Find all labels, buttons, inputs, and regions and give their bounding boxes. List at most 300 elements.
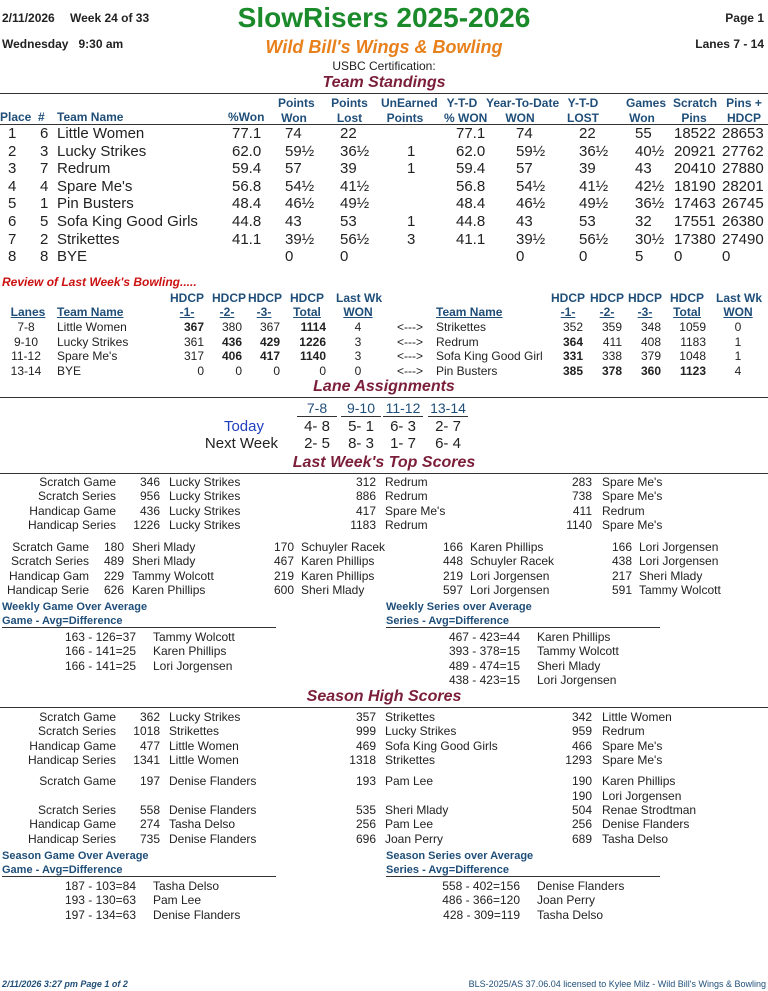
score-team: Spare Me's [385,503,446,518]
standings-cell: 59½ [285,142,315,160]
versus-arrow: <---> [397,334,424,349]
standings-cell: 39½ [516,230,546,248]
review-lanes: 9-10 [13,334,39,349]
review-game3: 0 [273,363,280,378]
score-team: Spare Me's [602,738,663,753]
score-team: Little Women [169,738,239,753]
standings-cell: 3 [8,160,17,178]
team-name: Spare Me's [57,177,133,195]
season-game-over-sub: Game - Avg=Difference [2,864,276,877]
standings-cell: 36½ [635,195,665,213]
venue-name: Wild Bill's Wings & Bowling [265,37,503,57]
divider [0,93,768,94]
score-value: 504 [571,803,592,817]
next-matchup: 6- 4 [435,435,461,452]
standings-header: Scratch Pins [673,96,718,125]
review-game2b: 338 [601,349,622,363]
review-team: Spare Me's [57,349,118,363]
bowler-name: Renae Strodtman [602,803,697,817]
bowler-name: Lori Jorgensen [602,789,682,803]
standings-cell: 28201 [722,177,764,195]
over-avg-calc: 393 - 378=15 [448,644,520,659]
score-team: Spare Me's [602,475,663,489]
score-label: Handicap Series [27,831,116,846]
team-name: Pin Busters [57,195,134,213]
review-won2: 4 [734,363,742,378]
standings-cell: 1 [407,213,416,230]
today-matchup: 5- 1 [348,418,374,435]
standings-cell: 7 [40,160,49,178]
bowler-name: Lori Jorgensen [639,540,719,554]
lane-assign-title: Lane Assignments [313,378,455,395]
bowler-name: Karen Phillips [602,774,676,788]
score-value: 170 [273,540,294,554]
score-value: 626 [103,583,124,598]
standings-cell: 55 [635,125,652,142]
lane-header: 13-14 [428,400,468,417]
bowler-name: Tammy Wolcott [153,630,235,644]
standings-cell: 0 [340,248,349,266]
standings-cell: 22 [340,125,357,142]
score-value: 1226 [133,517,160,532]
over-avg-calc: 163 - 126=37 [64,630,136,644]
score-team: Little Women [602,710,672,724]
standings-header: Team Name [57,110,124,124]
standings-cell: 18190 [674,177,716,195]
score-value: 597 [442,583,463,598]
score-value: 166 [611,540,632,554]
review-lanes: 11-12 [11,349,41,363]
standings-cell: 0 [722,248,731,266]
score-team: Redrum [385,517,428,532]
review-game2: 0 [235,363,242,378]
score-value: 256 [355,817,376,832]
bowler-name: Karen Phillips [132,583,206,598]
standings-cell: 5 [40,213,49,230]
standings-cell: 54½ [516,177,546,195]
next-matchup: 8- 3 [348,435,374,452]
score-value: 1183 [350,517,376,532]
divider [0,473,768,474]
versus-arrow: <---> [397,320,424,334]
review-won: 0 [354,363,362,378]
review-won2: 0 [734,320,742,334]
today-matchup: 2- 7 [435,418,461,435]
standings-cell: 5 [8,195,17,213]
today-label: Today [223,418,264,435]
score-label: Handicap Series [27,752,116,767]
next-week-label: Next Week [204,435,278,452]
standings-cell: 26380 [722,213,764,230]
review-team2: Strikettes [436,320,487,334]
review-total: 0 [319,363,326,378]
standings-cell: 18522 [674,125,716,142]
review-total2: 1183 [680,334,706,349]
bowler-name: Karen Phillips [153,644,227,659]
bowler-name: Lori Jorgensen [470,568,550,583]
standings-cell: 74 [516,125,533,142]
score-value: 535 [355,803,376,817]
score-team: Lucky Strikes [169,489,241,504]
over-avg-calc: 166 - 141=25 [64,644,136,659]
score-value: 190 [571,789,592,803]
score-value: 999 [355,724,376,739]
review-total2: 1123 [679,363,706,378]
top-scores-title: Last Week's Top Scores [292,454,476,471]
bowler-name: Pam Lee [385,817,434,832]
standings-cell: 56.8 [232,177,262,195]
score-value: 166 [442,540,463,554]
score-value: 357 [355,710,376,724]
score-team: Lucky Strikes [169,503,241,518]
review-game1b: 364 [562,334,583,349]
standings-cell: 43 [516,213,533,230]
season-series-over-sub: Series - Avg=Difference [386,864,660,877]
score-team: Little Women [169,752,239,767]
team-name: Lucky Strikes [57,142,147,160]
standings-cell: 39½ [285,230,315,248]
score-value: 696 [355,831,376,846]
score-value: 956 [139,489,160,504]
footer-right: BLS-2025/AS 37.06.04 licensed to Kylee Milz - Wild Bill's Wings & Bowling [468,979,766,989]
review-game3b: 360 [640,363,661,378]
report-date: 2/11/2026 [2,11,55,25]
bowler-name: Denise Flanders [169,803,257,817]
standings-cell: 27880 [722,160,764,178]
standings-cell: 20410 [674,160,716,178]
review-team2: Redrum [436,334,479,349]
bowler-name: Sheri Mlady [301,583,365,598]
standings-cell: 3 [40,142,49,160]
review-game2: 436 [221,334,242,349]
over-avg-calc: 486 - 366=120 [442,893,520,908]
score-value: 229 [103,568,124,583]
bowler-name: Lori Jorgensen [470,583,550,598]
week-label: Week 24 of 33 [70,11,150,25]
standings-header: Pins + HDCP [726,96,762,125]
lane-header: 11-12 [383,400,423,417]
standings-cell: 1 [40,195,49,213]
review-won: 4 [354,320,362,334]
review-header: HDCP -3- [248,291,283,319]
bowler-name: Denise Flanders [602,817,690,832]
over-avg-calc: 166 - 141=25 [64,658,136,673]
over-avg-calc: 558 - 402=156 [442,879,520,893]
standings-cell: 41½ [579,177,609,195]
bowler-name: Tammy Wolcott [132,568,214,583]
standings-cell: 17551 [674,213,716,230]
bowler-name: Lori Jorgensen [639,554,719,569]
score-team: Strikettes [385,752,436,767]
standings-cell: 0 [579,248,588,266]
standings-cell: 8 [40,248,49,266]
standings-cell: 59.4 [232,160,262,178]
review-team2: Sofa King Good Girl [436,349,543,363]
bowler-name: Denise Flanders [169,774,257,788]
score-value: 467 [273,554,294,569]
score-team: Lucky Strikes [169,517,241,532]
score-label: Handicap Game [29,817,116,832]
review-won: 3 [354,349,362,363]
score-label: Scratch Series [10,554,89,569]
standings-cell: 59½ [516,142,546,160]
score-value: 197 [139,774,160,788]
bowler-name: Denise Flanders [169,831,257,846]
review-game1: 361 [183,334,204,349]
team-name: Strikettes [57,230,120,248]
bowler-name: Sheri Mlady [132,554,196,569]
score-value: 466 [571,738,592,753]
score-label: Handicap Gam [8,568,89,583]
standings-cell: 40½ [635,142,665,160]
review-game2: 380 [221,320,242,334]
season-title: Season High Scores [306,688,462,705]
score-value: 591 [611,583,632,598]
standings-cell: 54½ [285,177,315,195]
score-value: 342 [571,710,592,724]
review-won2: 1 [734,349,742,363]
bowler-name: Tammy Wolcott [639,583,721,598]
over-avg-calc: 428 - 309=119 [443,907,520,922]
lanes-range: Lanes 7 - 14 [695,37,764,51]
review-game1: 367 [183,320,204,334]
weekly-game-over-sub: Game - Avg=Difference [2,615,276,628]
review-game2b: 378 [601,363,622,378]
bowler-name: Schuyler Racek [470,554,555,569]
review-team: Little Women [57,320,127,334]
score-value: 346 [139,475,160,489]
weekly-series-over-title: Weekly Series over Average [386,601,532,613]
team-name: Redrum [57,160,111,178]
review-total: 1226 [299,334,326,349]
score-value: 469 [355,738,376,753]
standings-cell: 7 [8,230,17,248]
season-series-over-title: Season Series over Average [386,850,534,862]
score-value: 738 [571,489,592,504]
score-label: Handicap Game [29,738,116,753]
standings-cell: 41.1 [232,230,262,248]
day-time: Wednesday 9:30 am [2,37,124,51]
standings-cell: 4 [8,177,17,195]
standings-cell: 74 [285,125,302,142]
score-value: 274 [139,817,160,832]
page-number: Page 1 [725,11,764,25]
team-name: Little Women [57,125,145,142]
review-header: HDCP -1- [551,291,586,319]
footer-left: 2/11/2026 3:27 pm Page 1 of 2 [2,979,128,989]
score-value: 417 [355,503,376,518]
standings-cell: 42½ [635,177,665,195]
bowler-name: Tasha Delso [169,817,236,832]
standings-cell: 62.0 [232,142,262,160]
review-header: HDCP Total [670,291,705,319]
bowler-name: Denise Flanders [153,907,241,922]
review-header: Lanes [10,305,46,319]
score-value: 180 [103,540,124,554]
score-value: 489 [103,554,124,569]
score-team: Strikettes [169,724,220,739]
score-label: Scratch Series [37,803,116,817]
standings-cell: 39 [340,160,357,178]
review-header: HDCP -3- [628,291,663,319]
score-value: 193 [355,774,376,788]
standings-cell: 44.8 [232,213,262,230]
standings-cell: 1 [407,142,416,160]
score-value: 438 [611,554,632,569]
review-header: Team Name [436,305,503,319]
review-team: BYE [57,363,82,378]
score-value: 886 [355,489,376,504]
score-value: 190 [571,774,592,788]
score-value: 1293 [565,752,592,767]
bowler-name: Lori Jorgensen [153,658,233,673]
next-matchup: 1- 7 [390,435,416,452]
standings-cell: 53 [340,213,357,230]
review-team2: Pin Busters [436,363,498,378]
bowler-name: Denise Flanders [537,879,625,893]
review-header: HDCP -2- [212,291,247,319]
review-game3: 429 [259,334,280,349]
team-name: BYE [57,248,88,266]
review-lanes: 13-14 [10,363,42,378]
score-label: Scratch Series [37,489,116,504]
score-team: Sofa King Good Girls [385,738,498,753]
bowler-name: Sheri Mlady [537,658,601,673]
divider [0,707,768,708]
standings-cell: 53 [579,213,596,230]
over-avg-calc: 197 - 134=63 [64,907,136,922]
weekly-series-over-sub: Series - Avg=Difference [386,615,660,628]
score-value: 689 [571,831,592,846]
standings-cell: 2 [8,142,17,160]
review-header: Last Wk WON [716,291,763,319]
score-value: 1318 [349,752,376,767]
standings-cell: 49½ [579,195,609,213]
standings-cell: 3 [407,230,416,248]
bowler-name: Joan Perry [385,831,444,846]
review-header: Team Name [57,305,124,319]
standings-cell: 0 [674,248,683,266]
standings-cell: 77.1 [232,125,262,142]
standings-cell: 17463 [674,195,716,213]
score-value: 1018 [133,724,160,739]
score-team: Spare Me's [602,752,663,767]
bowler-name: Lori Jorgensen [537,672,617,687]
standings-cell: 49½ [340,195,370,213]
standings-cell: 20921 [674,142,716,160]
review-game1: 0 [197,363,204,378]
score-value: 436 [139,503,160,518]
bowler-name: Tammy Wolcott [537,644,619,659]
score-team: Redrum [385,475,428,489]
score-team: Spare Me's [602,489,663,504]
standings-cell: 41½ [340,177,370,195]
review-game2b: 411 [602,334,622,349]
standings-cell: 46½ [285,195,315,213]
score-value: 448 [442,554,463,569]
standings-header: %Won [228,110,265,124]
versus-arrow: <---> [397,363,424,378]
score-value: 312 [355,475,376,489]
bowler-name: Schuyler Racek [301,540,386,554]
review-total2: 1048 [679,349,706,363]
review-game1b: 352 [562,320,583,334]
standings-cell: 2 [40,230,49,248]
standings-cell: 41.1 [456,230,486,248]
score-value: 735 [139,831,160,846]
score-value: 256 [571,817,592,832]
review-header: HDCP Total [290,291,325,319]
review-won2: 1 [734,334,742,349]
score-team: Lucky Strikes [385,724,457,739]
over-avg-calc: 489 - 474=15 [448,658,520,673]
standings-cell: 8 [8,248,17,266]
score-label: Scratch Game [39,774,116,788]
bowler-name: Karen Phillips [537,630,611,644]
standings-cell: 26745 [722,195,764,213]
review-game3b: 408 [640,334,661,349]
standings-cell: 44.8 [456,213,486,230]
review-won: 3 [354,334,362,349]
bowler-name: Tasha Delso [602,831,669,846]
standings-cell: 32 [635,213,652,230]
score-value: 219 [442,568,463,583]
score-label: Handicap Series [27,517,116,532]
score-value: 1140 [566,517,592,532]
standings-cell: 46½ [516,195,546,213]
bowler-name: Sheri Mlady [385,803,449,817]
standings-cell: 39 [579,160,596,178]
standings-header: Games Won [626,96,667,125]
standings-cell: 43 [635,160,652,178]
bowler-name: Tasha Delso [153,879,220,893]
review-game2b: 359 [601,320,622,334]
score-value: 558 [139,803,160,817]
score-label: Scratch Game [12,540,89,554]
bowler-name: Pam Lee [153,893,202,908]
standings-cell: 59.4 [456,160,486,178]
score-label: Scratch Series [37,724,116,739]
score-value: 1341 [133,752,160,767]
review-title: Review of Last Week's Bowling..... [2,275,197,289]
standings-cell: 57 [516,160,533,178]
versus-arrow: <---> [397,349,424,363]
standings-cell: 5 [635,248,644,266]
bowler-name: Tasha Delso [537,907,604,922]
standings-cell: 30½ [635,230,665,248]
review-team: Lucky Strikes [57,334,129,349]
standings-cell: 62.0 [456,142,486,160]
standings-cell: 48.4 [456,195,486,213]
today-matchup: 6- 3 [390,418,416,435]
standings-cell: 77.1 [456,125,486,142]
score-label: Handicap Serie [6,583,89,598]
review-game3: 417 [259,349,280,363]
review-game2: 406 [221,349,242,363]
standings-cell: 36½ [340,142,370,160]
score-team: Redrum [602,724,645,739]
standings-cell: 1 [407,160,416,178]
score-value: 600 [273,583,294,598]
usbc-cert: USBC Certification: [332,59,436,73]
report-title: SlowRisers 2025-2026 [237,2,531,33]
review-header: HDCP -1- [170,291,205,319]
score-value: 959 [571,724,592,739]
standings-cell: 27490 [722,230,764,248]
lane-header: 9-10 [341,400,381,417]
over-avg-calc: 438 - 423=15 [448,672,520,687]
score-label: Scratch Game [39,475,116,489]
